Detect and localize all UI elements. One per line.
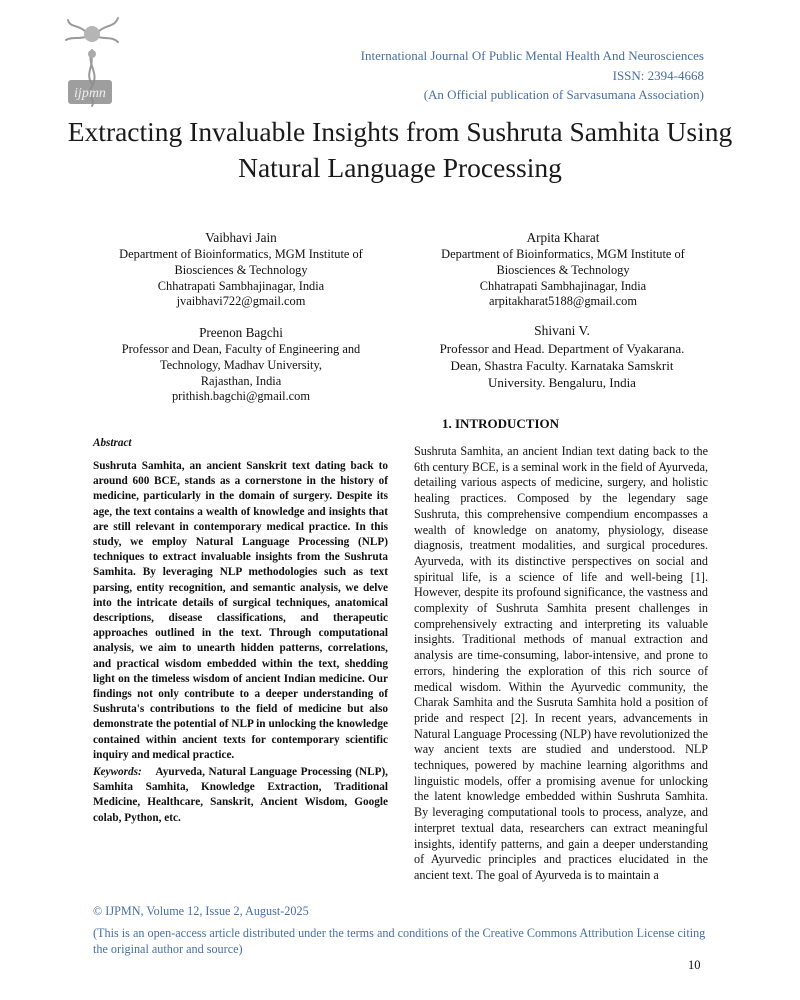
author-email: arpitakharat5188@gmail.com: [488, 294, 637, 309]
author-affiliation-line: Chhatrapati Sambhajinagar, India: [479, 278, 647, 293]
author-affiliation-line: Biosciences & Technology: [496, 262, 630, 277]
keywords-text: Ayurveda, Natural Language Processing (NLP), Samhita Samhita, Knowledge Extraction, Traditional Medicine, Healthcare, Sanskrit, Ancient Wisdom, Google colab, Python, etc.: [93, 766, 388, 824]
journal-header: [244, 46, 704, 105]
journal-issn: ISSN: 2394-4668: [612, 67, 704, 83]
author-affiliation-line: Biosciences & Technology: [174, 262, 308, 277]
author-affiliation-line: Dean, Shastra Faculty. Karnataka Samskrit: [450, 358, 674, 373]
author-affiliation-line: Department of Bioinformatics, MGM Institute of: [441, 247, 685, 261]
author-block: [418, 229, 708, 310]
author-email: prithish.bagchi@gmail.com: [171, 389, 311, 404]
author-name: Vaibhavi Jain: [205, 230, 277, 245]
introduction-heading: 1. INTRODUCTION: [442, 416, 560, 431]
svg-text:ijpmn: ijpmn: [74, 86, 106, 101]
author-affiliation-line: Technology, Madhav University,: [159, 357, 322, 372]
author-email: jvaibhavi722@gmail.com: [176, 294, 306, 309]
author-affiliation-line: Chhatrapati Sambhajinagar, India: [157, 278, 325, 293]
author-affiliation-line: Rajasthan, India: [200, 373, 282, 388]
journal-logo-icon: [56, 10, 128, 108]
author-name: Shivani V.: [534, 323, 590, 338]
author-affiliation-line: University. Bengaluru, India: [488, 375, 636, 390]
author-block: [96, 324, 386, 405]
author-name: Preenon Bagchi: [199, 325, 283, 340]
author-affiliation-line: Professor and Head. Department of Vyakarana.: [439, 341, 685, 356]
abstract-heading: Abstract: [93, 437, 132, 449]
page-footer: [93, 904, 713, 957]
author-affiliation-line: Department of Bioinformatics, MGM Institute of: [119, 247, 363, 261]
footer-license: (This is an open-access article distributed under the terms and conditions of the Creative Commons Attribution License citing the original author and source): [93, 925, 706, 956]
footer-copyright: © IJPMN, Volume 12, Issue 2, August-2025: [93, 904, 309, 918]
author-name: Arpita Kharat: [526, 230, 600, 245]
journal-publisher: (An Official publication of Sarvasumana Association): [423, 87, 704, 102]
journal-name: International Journal Of Public Mental Health And Neurosciences: [360, 48, 704, 63]
author-block: [96, 229, 386, 310]
keywords-label: Keywords:: [93, 766, 142, 778]
introduction-text: Sushruta Samhita, an ancient Indian text dating back to the 6th century BCE, is a seminal work in the field of Ayurveda, detailing various aspects of medicine, surgery, and holistic healing practices. Composed by the legendary sage Sushruta, this comprehensive compendium encompasses a wealth of knowledge on anatomy, physiology, disease diagnosis, treatment modalities, and surgical procedures. Ayurveda, with its distinctive perspectives on social and spiritual life, is a science of life and well-being [1]. However, despite its profound significance, the vastness and complexity of Sushruta Samhita present challenges in comprehensively extracting and interpreting its valuable insights. Traditional methods of manual extraction and analysis are time-consuming, labor-intensive, and prone to errors, hindering the exploration of this rich source of medical wisdom. Within the Ayurvedic community, the Charak Samhita and the Susruta Samhita hold a position of pride and respect [2]. In recent years, advancements in Natural Language Processing (NLP) have revolutionized the way ancient texts are studied and understood. NLP techniques, powered by machine learning algorithms and linguistic models, offer a promising avenue for unlocking the latent knowledge embedded within Sushruta Samhita. By leveraging computational tools to process, analyze, and interpret textual data, researchers can extract meaningful insights, identify patterns, and gain a deeper understanding of Ayurvedic principles and practices elucidated in the ancient text. The goal of Ayurveda is to maintain a: [414, 444, 708, 882]
keywords: [93, 765, 388, 826]
paper-title: Extracting Invaluable Insights from Sushruta Samhita Using Natural Language Processing: [67, 116, 733, 183]
abstract-text: Sushruta Samhita, an ancient Sanskrit text dating back to around 600 BCE, stands as a cornerstone in the history of medicine, particularly in the domain of surgery. Despite its age, the text contains a wealth of knowledge and insights that are still relevant in contemporary medical practice. In this study, we employ Natural Language Processing (NLP) techniques to extract invaluable insights from the Sushruta Samhita. By leveraging NLP methodologies such as text parsing, entity recognition, and semantic analysis, we delve into the intricate details of surgical techniques, anatomical descriptions, disease classifications, and therapeutic approaches outlined in the text. Through computational analysis, we aim to unearth hidden patterns, correlations, and practical wisdom embedded within the text, shedding light on the timeless wisdom of ancient Indian medicine. Our findings not only contribute to a deeper understanding of Sushruta's contributions to the field of medicine but also demonstrate the potential of NLP in unlocking the knowledge contained within ancient texts for contemporary scientific inquiry and medical practice.: [93, 460, 388, 761]
author-affiliation-line: Professor and Dean, Faculty of Engineering and: [121, 342, 361, 356]
author-block: [412, 322, 712, 391]
page-number: 10: [688, 958, 701, 972]
